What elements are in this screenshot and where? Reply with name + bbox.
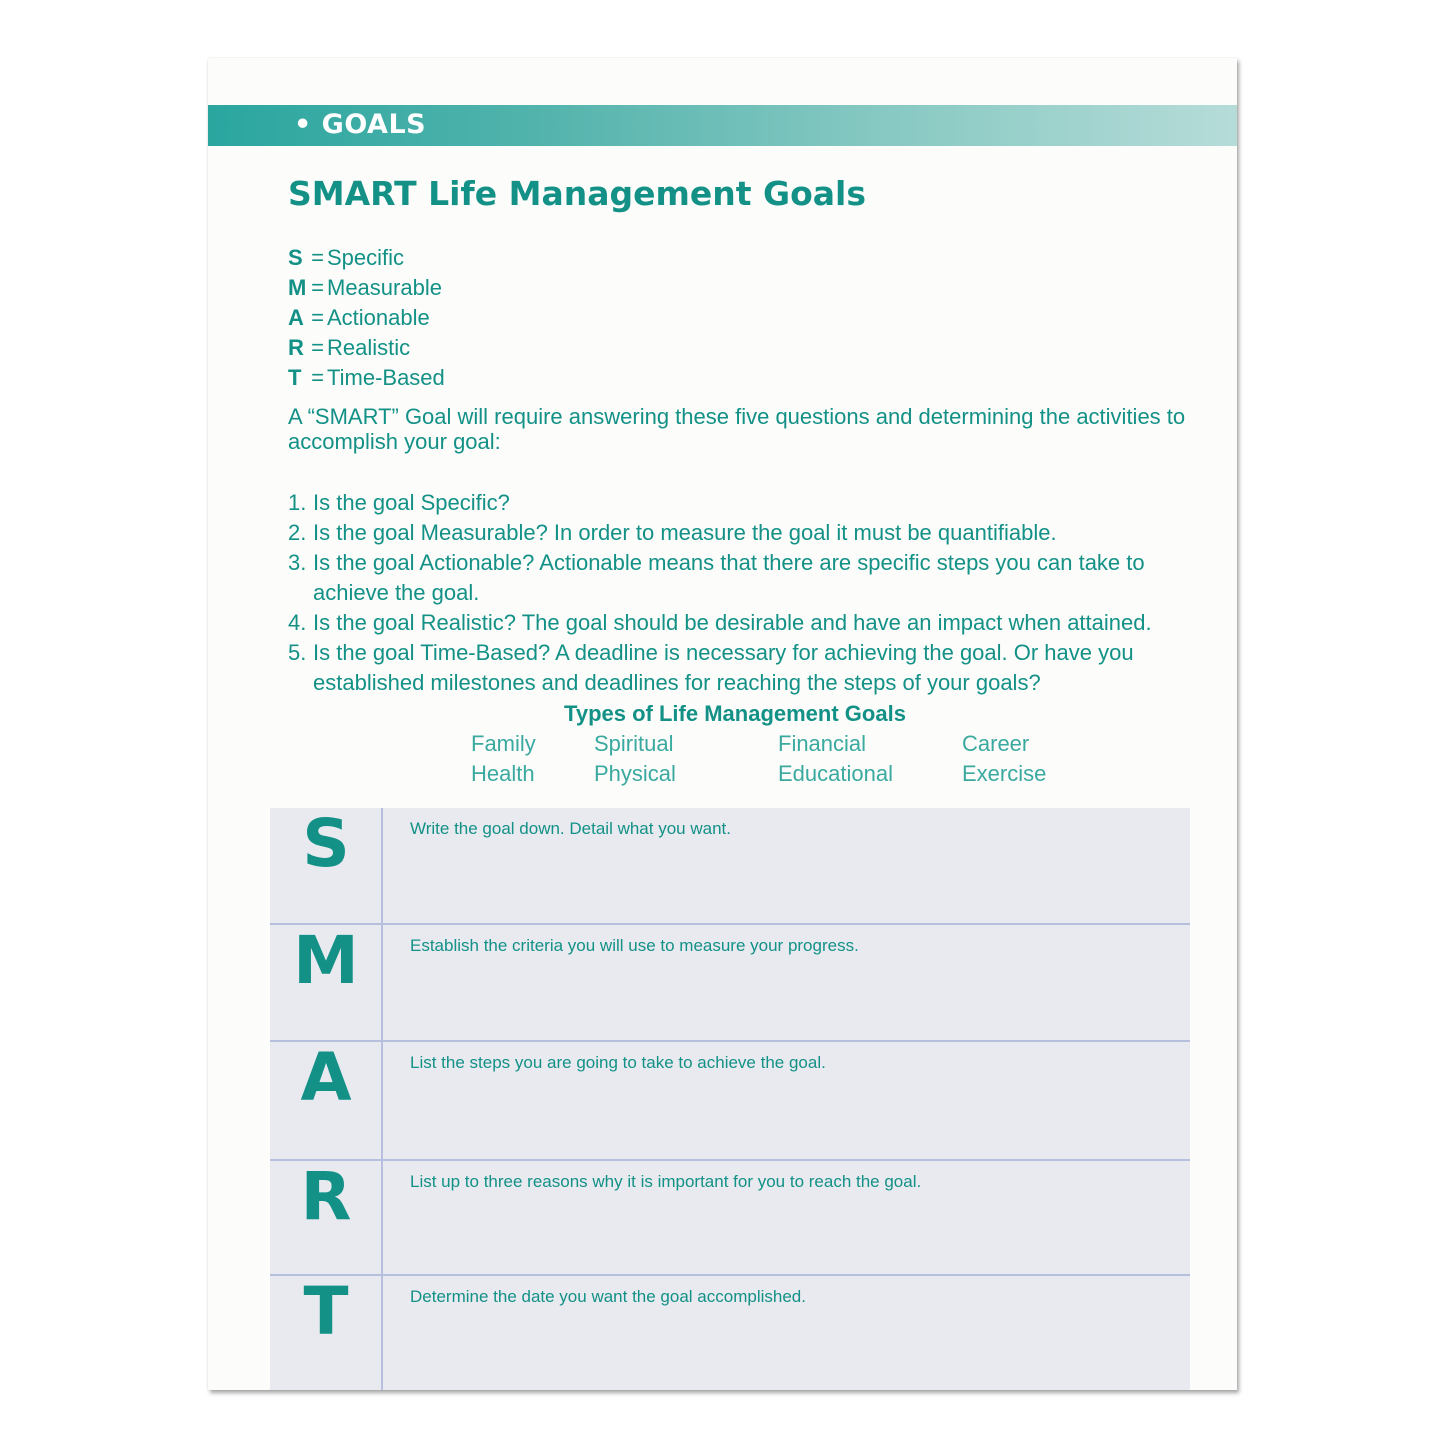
question-list xyxy=(288,488,1168,698)
acronym-row xyxy=(288,363,445,393)
acronym-equals: = xyxy=(311,335,324,360)
goal-type: Educational xyxy=(778,761,893,786)
worksheet-letter: R xyxy=(300,1158,352,1235)
goal-types-row xyxy=(471,759,1082,789)
question-number: 4. xyxy=(288,610,307,635)
acronym-word: Realistic xyxy=(327,335,411,360)
question-text: Is the goal Time-Based? A deadline is necessary for achieving the goal. Or have you established milestones and deadlines for reaching the steps of your goals? xyxy=(313,640,1134,695)
goal-type: Career xyxy=(962,731,1030,756)
acronym-word: Time-Based xyxy=(327,365,445,390)
goal-type: Health xyxy=(471,761,535,786)
question-text: Is the goal Measurable? In order to measure the goal it must be quantifiable. xyxy=(313,520,1057,545)
worksheet-row-specific[interactable] xyxy=(270,805,1190,925)
acronym-equals: = xyxy=(311,365,324,390)
acronym-letter: R xyxy=(288,335,304,360)
worksheet-prompt: Establish the criteria you will use to measure your progress. xyxy=(410,936,859,955)
goal-types-grid xyxy=(471,729,1082,789)
acronym-row xyxy=(288,303,445,333)
goal-type: Financial xyxy=(778,731,867,756)
section-banner xyxy=(208,105,1237,146)
acronym-letter: M xyxy=(288,275,307,300)
acronym-row xyxy=(288,333,445,363)
acronym-letter: S xyxy=(288,245,303,270)
worksheet-column-divider xyxy=(381,808,383,1390)
goal-types-row xyxy=(471,729,1082,759)
intro-paragraph: A “SMART” Goal will require answering these five questions and determining the activities to accomplish your goal: xyxy=(288,404,1186,454)
worksheet-prompt: Write the goal down. Detail what you want. xyxy=(410,819,731,838)
planner-page xyxy=(208,58,1237,1390)
question-text: Is the goal Specific? xyxy=(313,490,510,515)
acronym-equals: = xyxy=(311,305,324,330)
question-number: 3. xyxy=(288,550,307,575)
goal-type: Spiritual xyxy=(594,731,674,756)
page-title: SMART Life Management Goals xyxy=(288,174,867,213)
worksheet-row-realistic[interactable] xyxy=(270,1158,1190,1276)
question-item xyxy=(288,548,1168,608)
acronym-word: Measurable xyxy=(327,275,442,300)
acronym-word: Specific xyxy=(327,245,405,270)
question-item xyxy=(288,488,1168,518)
worksheet-letter: A xyxy=(300,1039,352,1116)
acronym-row xyxy=(288,273,445,303)
goal-types-heading: Types of Life Management Goals xyxy=(564,701,906,726)
worksheet-prompt: Determine the date you want the goal accomplished. xyxy=(410,1287,806,1306)
acronym-equals: = xyxy=(311,275,324,300)
question-number: 5. xyxy=(288,640,307,665)
acronym-equals: = xyxy=(311,245,324,270)
worksheet-row-actionable[interactable] xyxy=(270,1039,1190,1161)
question-item xyxy=(288,608,1168,638)
question-item xyxy=(288,638,1168,698)
goal-type: Exercise xyxy=(962,761,1047,786)
acronym-letter: T xyxy=(288,365,302,390)
question-text: Is the goal Realistic? The goal should be desirable and have an impact when attained. xyxy=(313,610,1152,635)
worksheet-row-time-based[interactable] xyxy=(270,1273,1190,1390)
worksheet-letter: T xyxy=(303,1273,349,1350)
acronym-row xyxy=(288,243,445,273)
question-text: Is the goal Actionable? Actionable means that there are specific steps you can take to achieve the goal. xyxy=(313,550,1145,605)
worksheet-row-measurable[interactable] xyxy=(270,922,1190,1042)
goal-type: Physical xyxy=(594,761,676,786)
section-label: • GOALS xyxy=(294,109,427,140)
worksheet-prompt: List the steps you are going to take to achieve the goal. xyxy=(410,1053,826,1072)
smart-acronym-list xyxy=(288,243,445,393)
question-number: 2. xyxy=(288,520,307,545)
acronym-word: Actionable xyxy=(327,305,430,330)
question-number: 1. xyxy=(288,490,307,515)
worksheet-prompt: List up to three reasons why it is important for you to reach the goal. xyxy=(410,1172,922,1191)
worksheet-letter: M xyxy=(293,922,359,999)
acronym-letter: A xyxy=(288,305,304,330)
question-item xyxy=(288,518,1168,548)
worksheet-letter: S xyxy=(302,805,350,882)
smart-worksheet-table xyxy=(270,805,1190,1390)
goal-type: Family xyxy=(471,731,536,756)
